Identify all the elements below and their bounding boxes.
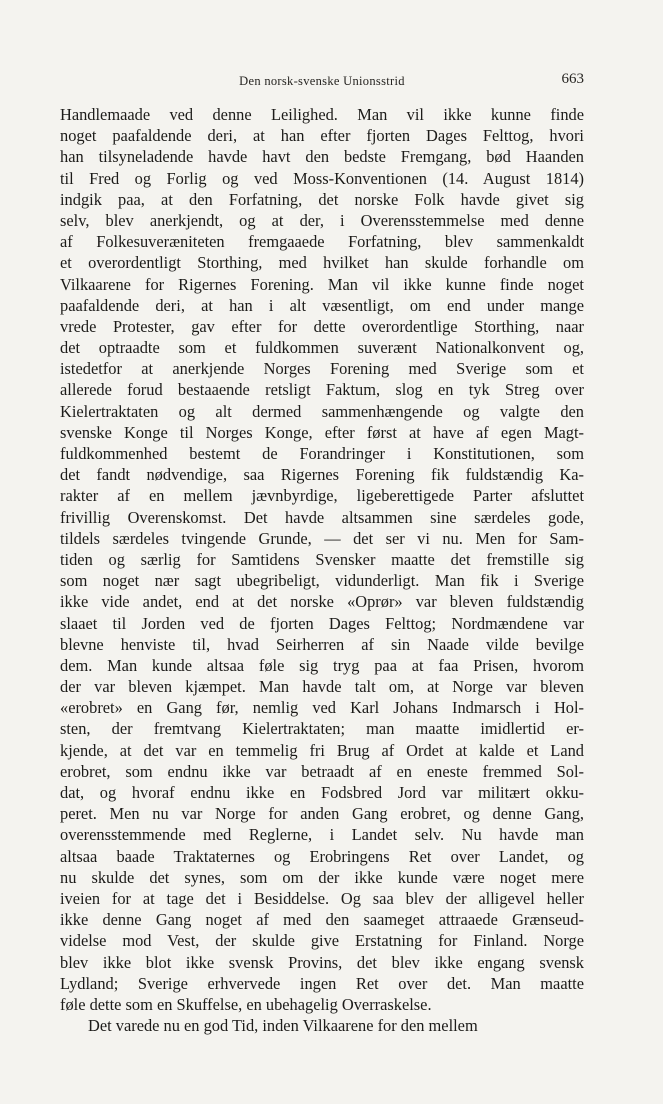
text-line: svenske Konge til Norges Konge, efter først at have af egen Magt- [60, 422, 584, 442]
text-line: paafaldende deri, at han i alt væsentligt, om end under mange [60, 295, 584, 315]
text-line: han tilsyneladende havde havt den bedste Fremgang, bød Haanden [60, 147, 584, 167]
text-line: Det varede nu en god Tid, inden Vilkaarene for den mellem [88, 1016, 478, 1036]
text-line: Lydland; Sverige erhvervede ingen Ret over det. Man maatte [60, 973, 584, 993]
text-line: der var bleven kjæmpet. Man havde talt om, at Norge var bleven [60, 677, 584, 697]
text-line: til Fred og Forlig og ved Moss-Konventionen (14. August 1814) [60, 168, 584, 188]
text-line: iveien for at tage det i Besiddelse. Og saa blev der alligevel heller [60, 888, 584, 908]
text-line: allerede forud bestaaende retsligt Faktum, slog en tyk Streg over [60, 380, 584, 400]
text-line: indgik paa, at den Forfatning, det norske Folk havde givet sig [60, 189, 584, 209]
text-line: sten, der fremtvang Kielertraktaten; man maatte imidlertid er- [60, 719, 584, 739]
text-line: ikke denne Gang noget af med den saameget attraaede Grænseud- [60, 910, 584, 930]
text-line: erobret, som endnu ikke var betraadt af en eneste fremmed Sol- [60, 761, 584, 781]
text-line: blevne henviste til, hvad Seirherren af sin Naade vilde bevilge [60, 634, 584, 654]
running-head [60, 71, 584, 94]
text-line: Kielertraktaten og alt dermed sammenhængende og valgte den [60, 401, 584, 421]
text-line: «erobret» en Gang før, nemlig ved Karl Johans Indmarsch i Hol- [60, 698, 584, 718]
text-line: selv, blev anerkjendt, og at der, i Overensstemmelse med denne [60, 210, 584, 230]
text-line: det optraadte som et fuldkommen suverænt Nationalkonvent og, [60, 338, 584, 358]
text-line: som noget nær sagt ubegribeligt, vidunderligt. Man fik i Sverige [60, 571, 584, 591]
text-line: Vilkaarene for Rigernes Forening. Man vil ikke kunne finde noget [60, 274, 584, 294]
text-line: slaaet til Jorden ved de fjorten Dages Felttog; Nordmændene var [60, 613, 584, 633]
text-line: fuldkommenhed bestemt de Forandringer i Konstitutionen, som [60, 444, 584, 463]
text-line: dem. Man kunde altsaa føle sig tryg paa at faa Prisen, hvorom [60, 655, 584, 675]
body-text [60, 104, 584, 1036]
page-number: 663 [561, 71, 584, 87]
text-line: frivillig Overenskomst. Det havde altsammen sine særdeles gode, [60, 507, 584, 527]
text-line: altsaa baade Traktaternes og Erobringens Ret over Landet, og [60, 846, 584, 866]
text-line: dat, og hvoraf endnu ikke en Fodsbred Jord var militært okku- [60, 783, 584, 802]
text-line: kjende, at det var en temmelig fri Brug af Ordet at kalde et Land [60, 740, 584, 760]
text-line: noget paafaldende deri, at han efter fjorten Dages Felttog, hvori [60, 126, 584, 146]
text-line: et overordentligt Storthing, med hvilket han skulde forhandle om [60, 253, 584, 273]
text-line: Handlemaade ved denne Leilighed. Man vil ikke kunne finde [60, 105, 584, 124]
text-line: vrede Protester, gav efter for dette overordentlige Storthing, naar [60, 316, 584, 336]
text-line: tiden og særlig for Samtidens Svensker maatte det fremstille sig [60, 549, 584, 569]
text-line: blev ikke blot ikke svensk Provins, det blev ikke engang svensk [60, 952, 584, 972]
text-line: føle dette som en Skuffelse, en ubehagelig Overraskelse. [60, 994, 432, 1014]
text-line: videlse mod Vest, der skulde give Erstatning for Finland. Norge [60, 931, 584, 951]
text-line: ikke vide andet, end at det norske «Oprør» var bleven fuldstændig [60, 592, 584, 612]
text-line: det fandt nødvendige, saa Rigernes Forening fik fuldstændig Ka- [60, 465, 584, 485]
running-title: Den norsk-svenske Unionsstrid [239, 74, 405, 88]
text-line: rakter af en mellem jævnbyrdige, ligeberettigede Parter afsluttet [60, 486, 584, 506]
text-line: af Folkesuveræniteten fremgaaede Forfatning, blev sammenkaldt [60, 232, 584, 252]
paragraph-2 [60, 1015, 584, 1036]
text-line: peret. Men nu var Norge for anden Gang erobret, og denne Gang, [60, 804, 584, 824]
text-line: nu skulde det synes, som om der ikke kunde være noget mere [60, 867, 584, 887]
paragraph-1 [60, 104, 584, 1015]
text-line: overensstemmende med Reglerne, i Landet selv. Nu havde man [60, 825, 584, 845]
text-line: istedetfor at anerkjende Norges Forening med Sverige som et [60, 359, 584, 379]
text-line: tildels særdeles tvingende Grunde, — det ser vi nu. Men for Sam- [60, 528, 584, 548]
